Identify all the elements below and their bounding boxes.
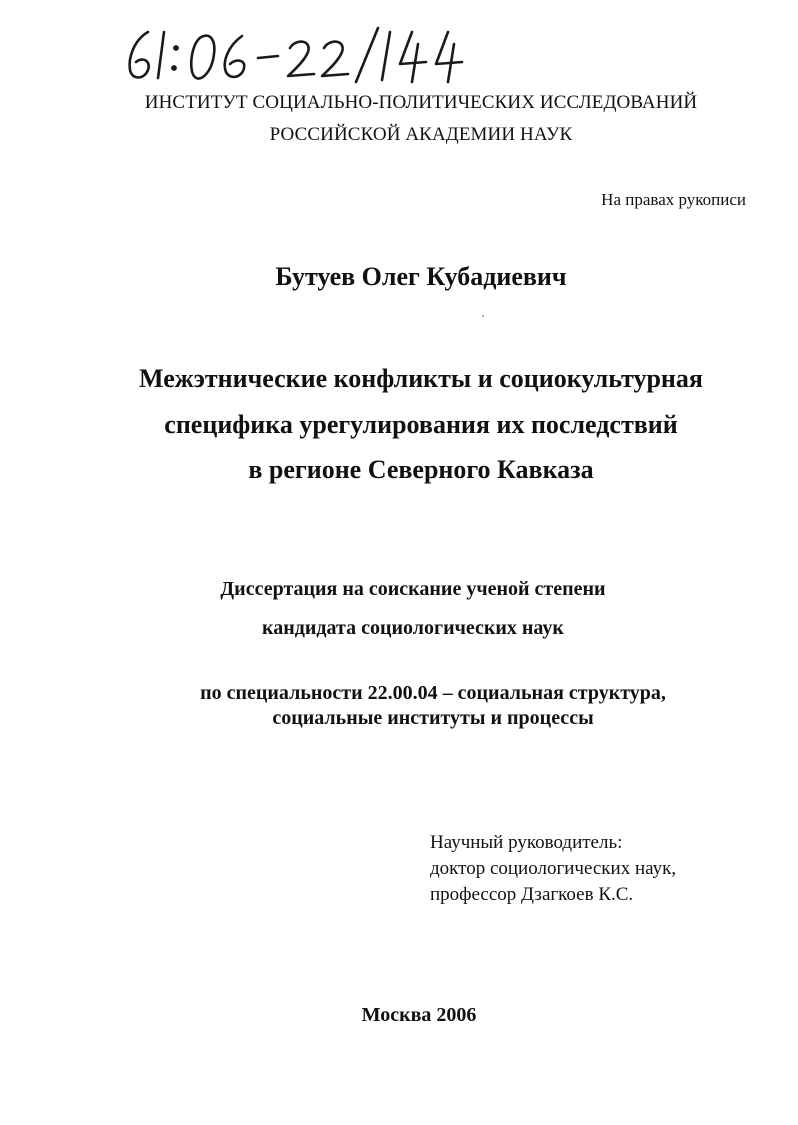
supervisor-degree: доктор социологических наук, [430, 858, 677, 879]
dissertation-title-line-1: Межэтнические конфликты и социокультурная [139, 364, 703, 393]
degree-statement-line-2: кандидата социологических наук [262, 617, 564, 639]
institute-name-line-1: ИНСТИТУТ СОЦИАЛЬНО-ПОЛИТИЧЕСКИХ ИССЛЕДОВАНИЙ [144, 92, 698, 113]
dissertation-title-line-3: в регионе Северного Кавказа [248, 455, 594, 484]
handwriting-drawing [120, 18, 480, 88]
supervisor-label: Научный руководитель: [430, 832, 623, 853]
manuscript-rights-note: На правах рукописи [601, 190, 746, 209]
author-name: Бутуев Олег Кубадиевич [275, 262, 567, 291]
specialty-line-1: по специальности 22.00.04 – социальная структура, [200, 682, 666, 704]
institute-name-line-2: РОССИЙСКОЙ АКАДЕМИИ НАУК [269, 124, 573, 145]
dissertation-title-line-2: специфика урегулирования их последствий [164, 410, 678, 439]
supervisor-name: профессор Дзагкоев К.С. [430, 884, 634, 905]
scan-speck [482, 315, 484, 317]
handwritten-archive-code [120, 18, 480, 88]
specialty-line-2: социальные институты и процессы [272, 707, 594, 729]
city-year: Москва 2006 [361, 1004, 477, 1026]
degree-statement-line-1: Диссертация на соискание ученой степени [220, 578, 606, 600]
